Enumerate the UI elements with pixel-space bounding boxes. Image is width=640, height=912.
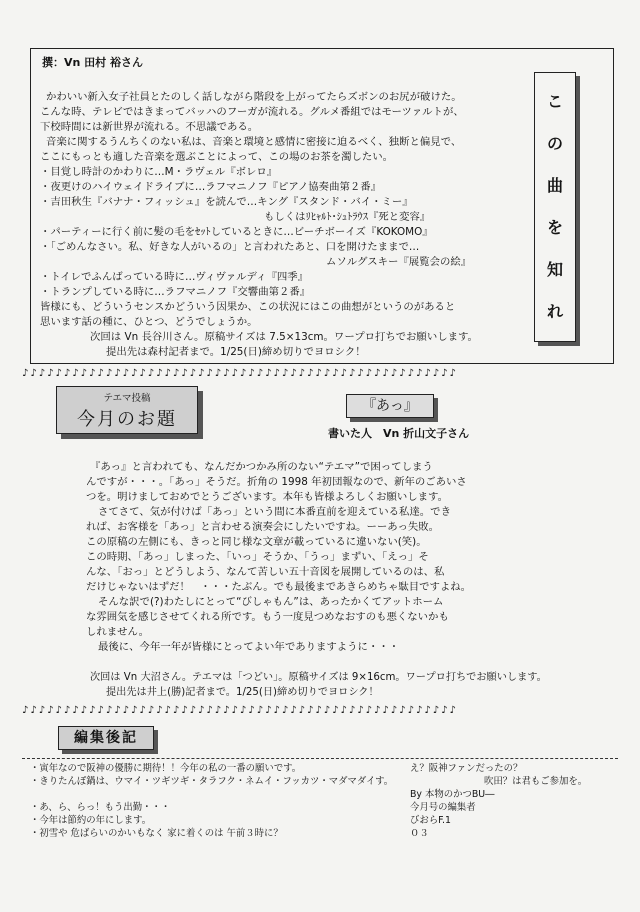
section1-line: ムソルグスキー『展覧会の絵』 (326, 256, 472, 268)
vertical-title-char: こ (546, 92, 563, 111)
section2-line: れば、お客様を「あっ」と言わせる演奏会にしたいですね。ーーあっ失敗。 (86, 521, 440, 533)
editor-notes-title: 編集後記 (58, 726, 154, 750)
editor-note-item: ・あ、ら、らっ！もう出勤・・・ (30, 802, 171, 813)
section1-line: ・トイレでふんばっている時に…ヴィヴァルディ『四季』 (40, 271, 309, 283)
section2-line: 最後に、今年一年が皆様にとってよい年でありますように・・・ (98, 641, 400, 653)
section2-line: つを。明けましておめでとうございます。本年も皆様よろしくお願いします。 (86, 491, 449, 503)
section1-line: 音楽に関するうんちくのない私は、音楽と環境と感情に密接に迫るべく、独断と偏見で、 (46, 136, 462, 148)
vertical-title-char: れ (546, 302, 563, 321)
section1-line: ・目覚し時計のかわりに…M・ラヴェル『ボレロ』 (40, 166, 278, 178)
topic-box: 『あっ』 (346, 394, 434, 418)
section2-line: だけじゃないはずだ！ ・・・たぶん。でも最後まであきらめちゃ駄目ですよね。 (86, 581, 472, 593)
theme-title: 今月のお題 (77, 409, 177, 430)
section1-line: ・夜更けのハイウェイドライブに…ラフマニノフ『ピアノ協奏曲第２番』 (40, 181, 382, 193)
music-notes-divider: ♪♪♪♪♪♪♪♪♪♪♪♪♪♪♪♪♪♪♪♪♪♪♪♪♪♪♪♪♪♪♪♪♪♪♪♪♪♪♪♪♪♪♪♪♪♪♪♪♪♪♪♪ (22, 368, 458, 379)
section1-line: ・吉田秋生『バナナ・フィッシュ』を読んで…キング『スタンド・バイ・ミー』 (40, 196, 413, 208)
section1-line: かわいい新入女子社員とたのしく話しながら階段を上がってたらズボンのお尻が破けた。 (46, 91, 462, 103)
section2-line: 『あっ』と言われても、なんだかつかみ所のない“テエマ”で困ってしまう (90, 461, 433, 473)
section1-line: ・「ごめんなさい。私、好きな人がいるの」と言われたあと、口を開けたままで… (40, 241, 420, 253)
section1-author: 撰：Vn 田村 裕さん (42, 56, 144, 69)
section2-line: んな、「おっ」とどうしよう、なんて苦しい五十音図を展開しているのは、私 (86, 566, 445, 578)
editor-reply: 吹田？は君もご参加を。 (484, 776, 588, 787)
editor-signature: By 本物のかつBU― (410, 789, 495, 800)
vertical-title-char: 知 (546, 260, 563, 279)
editor-note-item: ・初雪や 危ばらいのかいもなく 家に着くのは 午前３時に？ (30, 828, 283, 839)
vertical-title-char: を (546, 218, 563, 237)
section1-line: ・トランプしている時に…ラフマニノフ『交響曲第２番』 (40, 286, 311, 298)
editor-note-item: ・きりたんぽ鍋は、ウマイ・ツギツギ・タラフク・ネムイ・フッカツ・マダマダイす。 (30, 776, 394, 787)
editor-signature: びおらF.1 (410, 815, 451, 826)
section2-author: 書いた人 Vn 折山文子さん (328, 427, 470, 440)
vertical-title-char: の (546, 134, 563, 153)
section1-line: 思います話の種に、ひとつ、どうでしょうか。 (40, 316, 258, 328)
section2-line: さてさて、気が付けば「あっ」という間に本番直前を迎えている私達。でき (98, 506, 451, 518)
section1-line: 皆様にも、どういうセンスかどういう因果か、この状況にはこの曲想がというのがあると (40, 301, 456, 313)
section1-line: 下校時間には新世界が流れる。不思議である。 (40, 121, 259, 133)
vertical-title-char: 曲 (546, 176, 563, 195)
section2-line: この時期、「あっ」しまった、「いっ」そうか、「うっ」まずい、「えっ」そ (86, 551, 429, 563)
theme-title-box (56, 386, 198, 434)
section1-line: こんな時、テレビではきまってバッハのフーガが流れる。グルメ番組ではモーツァルトが、 (40, 106, 464, 118)
section1-line: ・パーティーに行く前に髪の毛をｾｯﾄしているときに…ビーチボーイズ『KOKOMO』 (40, 226, 433, 238)
section1-line: ここにもっとも適した音楽を選ぶことによって、この場のお茶を濁したい。 (40, 151, 394, 163)
editor-reply: え？阪神ファンだったの？ (410, 763, 523, 774)
editor-signature: 今月号の編集者 (410, 802, 476, 813)
section2-line: そんな訳で(?)わたしにとって“びしゃもん”は、あったかくてアットホーム (98, 596, 444, 608)
theme-label: テエマ投稿 (103, 393, 151, 404)
vertical-title-box (534, 72, 576, 342)
section2-next-line: 提出先は井上(勝)記者まで。1/25(日)締め切りでヨロシク！ (106, 687, 379, 698)
editor-note-item: ・寅年なので阪神の優勝に期待！！今年の私の一番の願いです。 (30, 763, 302, 774)
section2-next-line: 次回は Vn 大沼さん。テエマは「つどい」。原稿サイズは 9×16cm。ワープロ打ちでお願いします。 (90, 672, 547, 683)
section2-line: な雰囲気を感じさせてくれる所です。もう一度見つめなおすのも悪くないかも (86, 611, 449, 623)
section2-line: この原稿の左側にも、きっと同じ様な文章が載っているに違いない(笑)。 (86, 536, 427, 548)
editor-note-item: ・今年は節約の年にします。 (30, 815, 152, 826)
music-notes-divider: ♪♪♪♪♪♪♪♪♪♪♪♪♪♪♪♪♪♪♪♪♪♪♪♪♪♪♪♪♪♪♪♪♪♪♪♪♪♪♪♪♪♪♪♪♪♪♪♪♪♪♪♪ (22, 705, 458, 716)
section1-line: もしくはﾘﾋｬﾙﾄ･ｼｭﾄﾗｳｽ『死と変容』 (264, 211, 431, 223)
dashed-rule (22, 758, 618, 759)
section2-line: んですが・・・。「あっ」そうだ。折角の 1998 年初団報なので、新年のごあいさ (86, 476, 467, 488)
section1-line: 提出先は森村記者まで。1/25(日)締め切りでヨロシク！ (106, 346, 366, 358)
editor-signature: ０３ (410, 828, 429, 839)
section1-line: 次回は Vn 長谷川さん。原稿サイズは 7.5×13cm。ワープロ打ちでお願いします。 (90, 331, 478, 343)
section2-line: しれません。 (86, 626, 149, 638)
